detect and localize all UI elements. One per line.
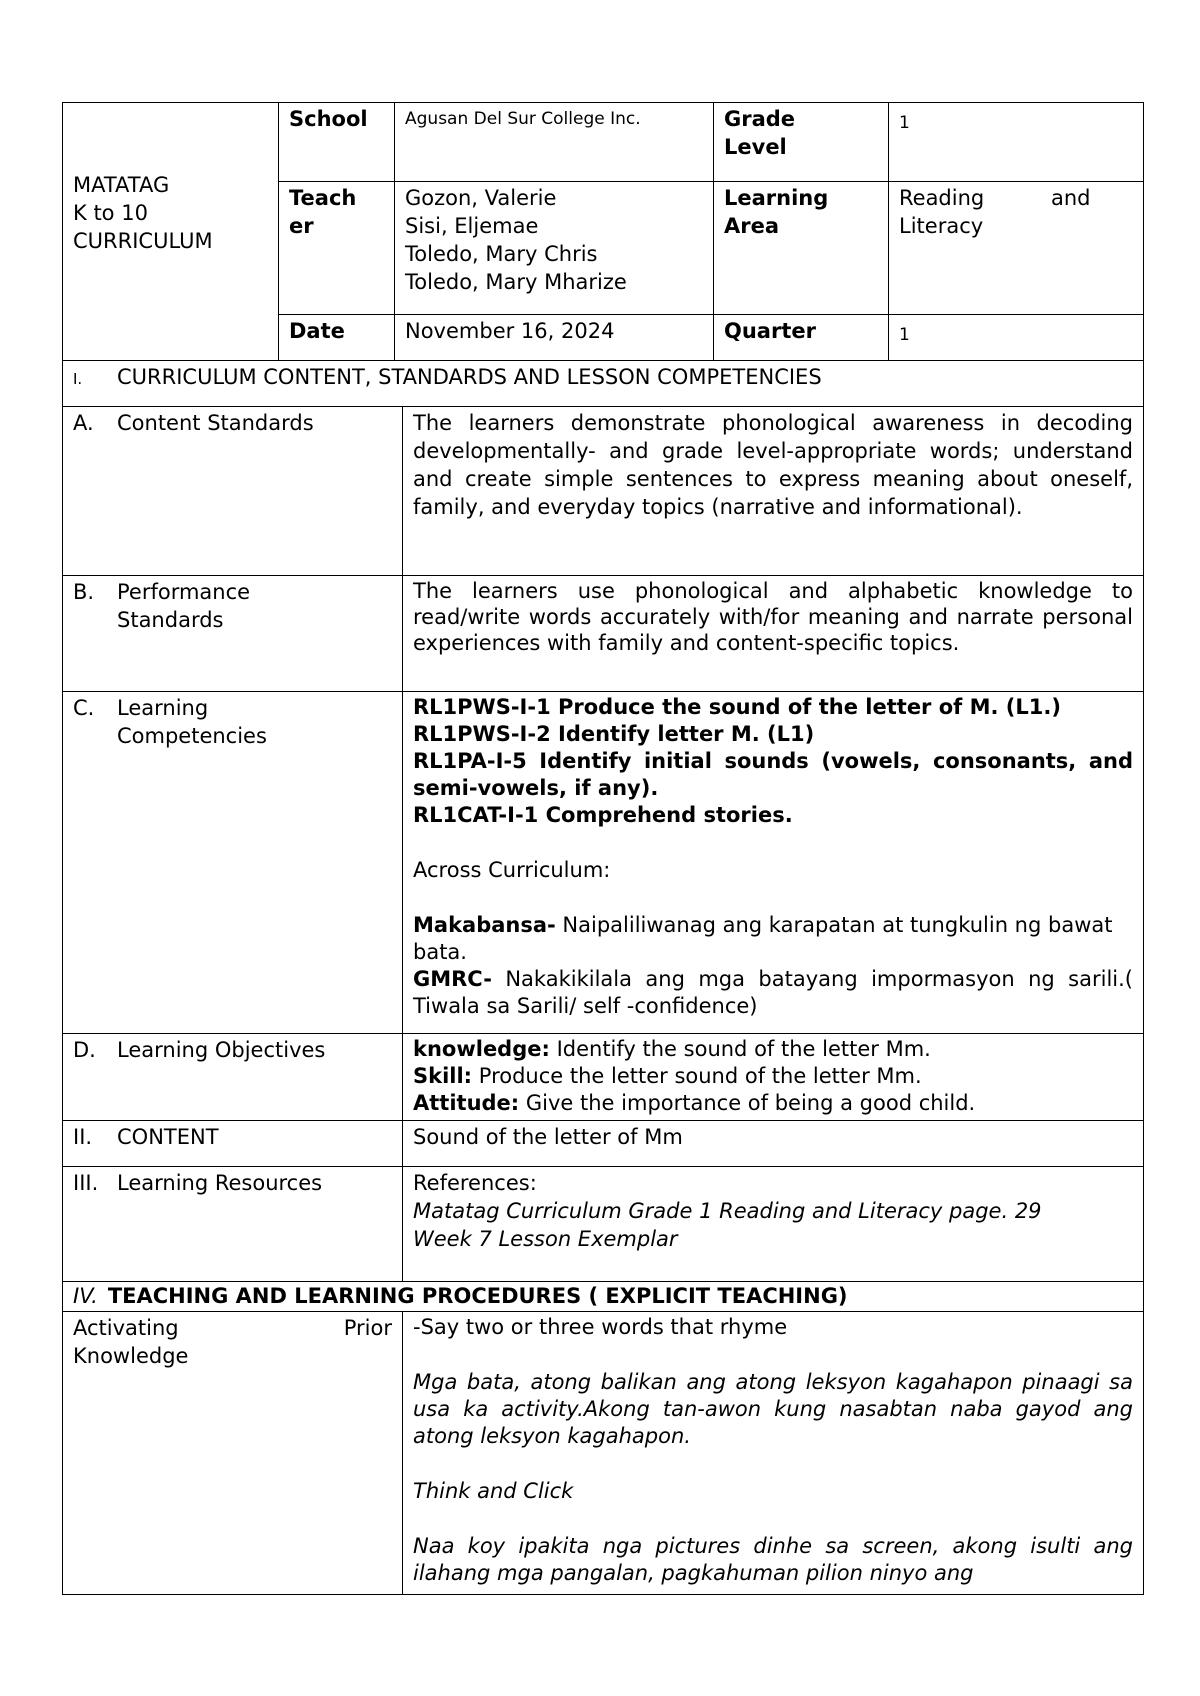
quarter-label: Quarter [714,315,889,361]
content-label [63,1120,403,1166]
content-value: Sound of the letter of Mm [403,1120,1144,1166]
teacher-names [395,182,714,315]
activating-line: -Say two or three words that rhyme [413,1314,788,1339]
item-letter: B. [73,579,95,604]
curriculum-line: CURRICULUM [73,228,213,253]
item-letter: A. [73,410,94,435]
performance-standards-label [63,575,403,691]
item-label: Performance [117,579,251,604]
item-label: Learning Objectives [117,1037,326,1062]
section-number: II. [73,1124,93,1149]
teacher-name: Toledo, Mary Mharize [405,270,627,294]
objective-item: knowledge: Identify the sound of the letter Mm. [413,1036,931,1061]
content-standards-label [63,406,403,575]
activating-paragraph: Think and Click [413,1478,574,1503]
header-table [62,102,1144,361]
section-1-heading [63,360,1144,406]
section-title: TEACHING AND LEARNING PROCEDURES ( EXPLICIT TEACHING) [107,1283,848,1308]
grade-value: 1 [889,103,1144,182]
teacher-label-line: er [289,214,314,238]
resources-label [63,1166,403,1281]
area-value-line: Literacy [899,214,984,238]
competency-item: RL1PWS-I-1 Produce the sound of the letter of M. (L1.) [413,694,1061,719]
performance-standards-text: The learners use phonological and alphabetic knowledge to read/write words accurately with/for meaning and narrate personal experiences with family and content-specific topics. [403,575,1144,691]
competency-item: RL1CAT-I-1 Comprehend stories. [413,802,793,827]
item-label: Learning [117,695,209,720]
teacher-name: Sisi, Eljemae [405,214,539,238]
activating-label-word: Activating [73,1315,179,1340]
area-label-line: Learning [724,186,829,210]
curriculum-line: MATATAG [73,172,170,197]
item-label: CONTENT [117,1124,219,1149]
area-label [714,182,889,315]
learning-objectives-label [63,1033,403,1120]
body-table [62,360,1144,1595]
reference-item: Matatag Curriculum Grade 1 Reading and Literacy page. 29 [413,1198,1042,1223]
item-label: Learning Resources [117,1170,323,1195]
curriculum-cell [63,103,279,361]
school-value: Agusan Del Sur College Inc. [395,103,714,182]
section-4-heading [63,1281,1144,1311]
grade-label-line: Level [724,135,787,159]
item-letter: C. [73,695,95,720]
objective-item: Attitude: Give the importance of being a good child. [413,1090,976,1115]
section-number: III. [73,1170,99,1195]
date-value: November 16, 2024 [395,315,714,361]
quarter-value: 1 [889,315,1144,361]
teacher-label-line: Teach [289,186,357,210]
area-label-line: Area [724,214,780,238]
makabansa-text: Naipaliliwanag ang karapatan at tungkulin ng bawat bata. [413,912,1113,964]
learning-objectives-content [403,1033,1144,1120]
makabansa-label: Makabansa- [413,912,556,937]
item-label: Content Standards [117,410,314,435]
activating-label [63,1311,403,1594]
lesson-plan-page [62,102,1143,1595]
content-standards-text: The learners demonstrate phonological awareness in decoding developmentally- and grade level-appropriate words; understand and create simple sentences to express meaning about oneself, family, and everyday topics (narrative and informational). [403,406,1144,575]
section-number: I. [73,369,83,388]
item-label: Competencies [117,723,267,748]
school-label: School [279,103,395,182]
activating-content [403,1311,1144,1594]
across-curriculum-label: Across Curriculum: [413,857,611,882]
area-value [889,182,1144,315]
reference-item: Week 7 Lesson Exemplar [413,1226,678,1251]
section-title: CURRICULUM CONTENT, STANDARDS AND LESSON COMPETENCIES [117,364,822,389]
item-letter: D. [73,1037,96,1062]
objective-item: Skill: Produce the letter sound of the letter Mm. [413,1063,922,1088]
item-label: Standards [117,607,224,632]
teacher-label [279,182,395,315]
grade-label [714,103,889,182]
teacher-name: Toledo, Mary Chris [405,242,598,266]
competency-item: RL1PWS-I-2 Identify letter M. (L1) [413,721,815,746]
area-value-line: Reading and [899,186,1091,210]
gmrc-label: GMRC- [413,966,492,991]
references-label: References: [413,1170,537,1195]
date-label: Date [279,315,395,361]
learning-competencies-label [63,691,403,1033]
teacher-name: Gozon, Valerie [405,186,557,210]
competency-item: RL1PA-I-5 Identify initial sounds (vowels, consonants, and semi-vowels, if any). [413,748,1133,800]
activating-label-word: Knowledge [73,1343,189,1368]
section-number: IV. [73,1283,98,1308]
curriculum-line: K to 10 [73,200,148,225]
activating-paragraph: Naa koy ipakita nga pictures dinhe sa screen, akong isulti ang ilahang mga pangalan, pagkahuman pilion ninyo ang [413,1533,1133,1585]
gmrc-text: Nakakikilala ang mga batayang impormasyon ng sarili.( Tiwala sa Sarili/ self -confidence) [413,966,1133,1018]
learning-competencies-content [403,691,1144,1033]
activating-paragraph: Mga bata, atong balikan ang atong leksyon kagahapon pinaagi sa usa ka activity.Akong tan-awon kung nasabtan naba gayod ang atong leksyon kagahapon. [413,1369,1133,1448]
resources-content [403,1166,1144,1281]
activating-label-word: Prior [343,1315,392,1340]
grade-label-line: Grade [724,107,796,131]
